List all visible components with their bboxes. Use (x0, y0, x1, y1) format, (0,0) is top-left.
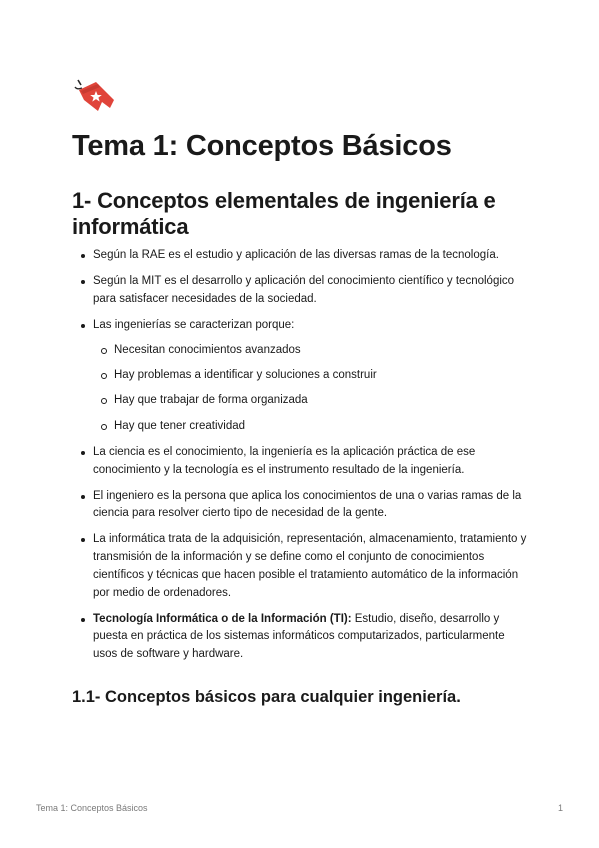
footer-title: Tema 1: Conceptos Básicos (36, 803, 148, 813)
list-item-text: Las ingenierías se caracterizan porque: (93, 318, 295, 331)
list-item: El ingeniero es la persona que aplica los conocimientos de una o varias ramas de la ciencia para resolver cierto tipo de necesidad de la gente. (72, 488, 532, 524)
list-item: La ciencia es el conocimiento, la ingeniería es la aplicación práctica de ese conocimiento y la tecnología es el instrumento resultado de la ingeniería. (72, 444, 532, 480)
sublist-item: Hay que tener creatividad (93, 418, 532, 436)
page-title: Tema 1: Conceptos Básicos (72, 130, 452, 162)
characteristics-sublist (93, 342, 532, 436)
sublist-item: Hay que trabajar de forma organizada (93, 392, 532, 410)
definitions-list (72, 247, 532, 672)
sublist-item: Hay problemas a identificar y soluciones a construir (93, 367, 532, 385)
ti-term: Tecnología Informática o de la Información (TI): (93, 612, 352, 625)
list-item-ti (72, 611, 532, 664)
bookmark-tag-icon (72, 78, 116, 112)
section-heading: 1- Conceptos elementales de ingeniería e informática (72, 188, 496, 239)
list-item: Según la MIT es el desarrollo y aplicación del conocimiento científico y tecnológico para satisfacer necesidades de la sociedad. (72, 273, 532, 309)
ti-definition: Estudio, diseño, desarrollo y puesta en práctica de los sistemas informáticos computarizados, particularmente usos de software y hardware. (93, 612, 505, 661)
subsection-heading: 1.1- Conceptos básicos para cualquier ingeniería. (72, 688, 461, 706)
page-number: 1 (557, 803, 563, 813)
list-item: Según la RAE es el estudio y aplicación de las diversas ramas de la tecnología. (72, 247, 532, 265)
sublist-item: Necesitan conocimientos avanzados (93, 342, 532, 360)
list-item: La informática trata de la adquisición, representación, almacenamiento, tratamiento y transmisión de la información y se define como el conjunto de conocimientos científicos y técnicas que hacen posible el tratamiento automático de la información por medio de ordenadores. (72, 531, 532, 602)
list-item (72, 317, 532, 436)
